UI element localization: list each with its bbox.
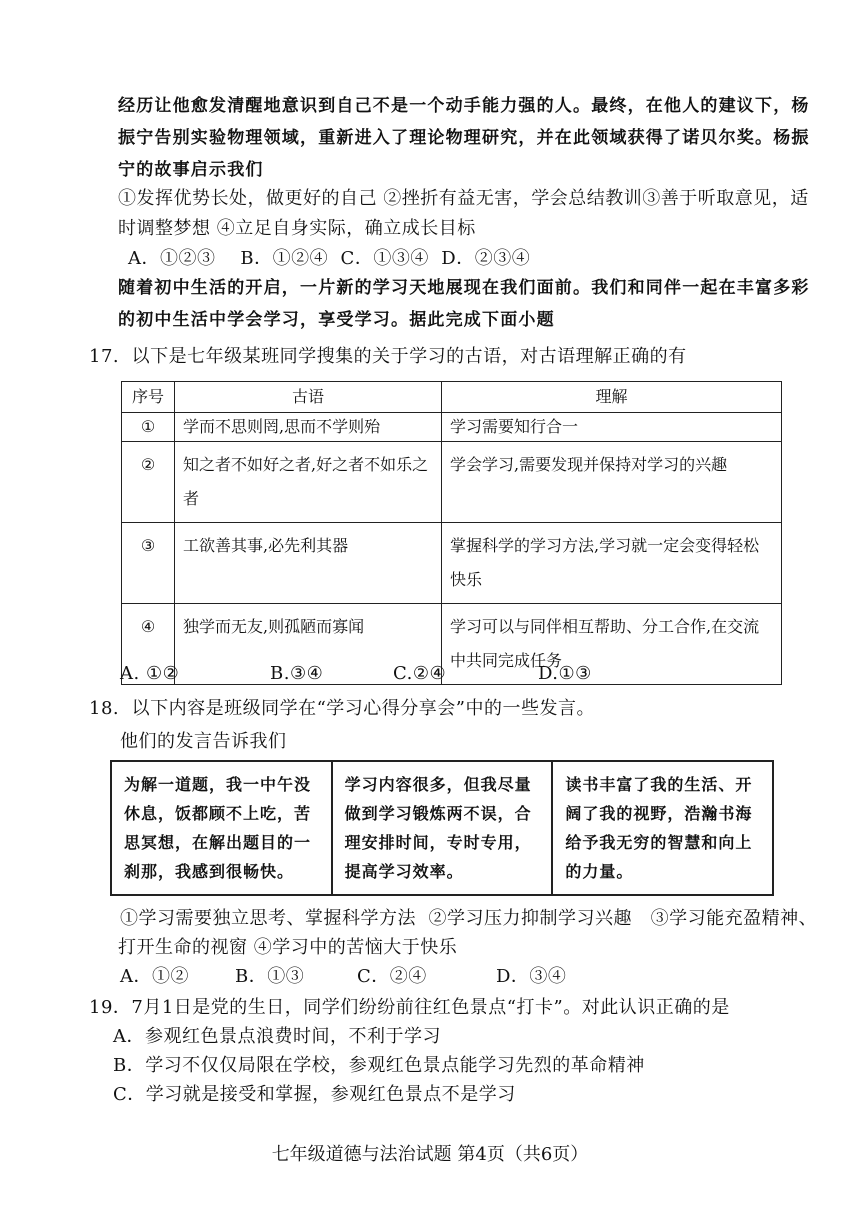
q18-option-a: A．①②	[120, 966, 189, 987]
prev-question-answers: A．①②③ B．①②④ C．①③④ D．②③④	[128, 248, 531, 269]
q18-quote-box	[110, 760, 774, 896]
header-number: 序号	[122, 382, 175, 413]
page-footer: 七年级道德与法治试题 第4页（共6页）	[271, 1144, 589, 1165]
row-number: ②	[122, 442, 175, 523]
row-saying: 独学而无友,则孤陋而寡闻	[175, 604, 442, 685]
table-row	[122, 413, 782, 442]
row-number: ①	[122, 413, 175, 442]
q17-option-c: C.②④	[393, 663, 447, 684]
q19-option-a: A．参观红色景点浪费时间，不利于学习	[113, 1026, 441, 1047]
intro-line-2: 的初中生活中学会学习，享受学习。据此完成下面小题	[118, 310, 555, 330]
intro-line-1: 随着初中生活的开启，一片新的学习天地展现在我们面前。我们和同伴一起在丰富多彩	[118, 278, 810, 298]
q19-option-c: C．学习就是接受和掌握，参观红色景点不是学习	[113, 1084, 516, 1105]
q17-table	[121, 381, 782, 685]
quote-cell: 为解一道题，我一中午没休息，饭都顾不上吃，苦思冥想，在解出题目的一刹那，我感到很畅快。	[124, 775, 312, 881]
quote-cell: 学习内容很多，但我尽量做到学习锻炼两不误，合理安排时间，专时专用，提高学习效率。	[331, 762, 552, 894]
q18-stem: 18. 以下内容是班级同学在“学习心得分享会”中的一些发言。	[89, 698, 595, 719]
table-row	[122, 442, 782, 523]
q18-options-2: 打开生命的视窗 ④学习中的苦恼大于快乐	[118, 937, 458, 958]
row-meaning: 学习需要知行合一	[442, 413, 782, 442]
q18-option-b: B．①③	[235, 966, 305, 987]
table-row	[122, 523, 782, 604]
q18-options-1: ①学习需要独立思考、掌握科学方法 ②学习压力抑制学习兴趣 ③学习能充盈精神、	[120, 908, 818, 929]
table-row	[122, 604, 782, 685]
row-number: ④	[122, 604, 175, 685]
q17-option-d: D.①③	[538, 663, 592, 684]
row-saying: 学而不思则罔,思而不学则殆	[175, 413, 442, 442]
q18-subprompt: 他们的发言告诉我们	[120, 731, 287, 752]
prev-question-line-2: 振宁告别实验物理领域，重新进入了理论物理研究，并在此领域获得了诺贝尔奖。杨振	[118, 128, 810, 148]
q19-option-b: B．学习不仅仅局限在学校，参观红色景点能学习先烈的革命精神	[113, 1055, 645, 1076]
header-saying: 古语	[175, 382, 442, 413]
quote-cell: 读书丰富了我的生活、开阔了我的视野，浩瀚书海给予我无穷的智慧和向上的力量。	[551, 762, 772, 894]
row-meaning: 学会学习,需要发现并保持对学习的兴趣	[442, 442, 782, 523]
prev-question-line-1: 经历让他愈发清醒地意识到自己不是一个动手能力强的人。最终，在他人的建议下，杨	[118, 96, 810, 116]
q18-option-c: C．②④	[357, 966, 427, 987]
row-saying: 知之者不如好之者,好之者不如乐之者	[175, 442, 442, 523]
q19-stem: 19．7月1日是党的生日，同学们纷纷前往红色景点“打卡”。对此认识正确的是	[89, 997, 730, 1018]
prev-question-options-2: 时调整梦想 ④立足自身实际，确立成长目标	[118, 218, 476, 239]
table-header-row	[122, 382, 782, 413]
row-number: ③	[122, 523, 175, 604]
prev-question-line-3: 宁的故事启示我们	[118, 160, 264, 180]
row-meaning: 掌握科学的学习方法,学习就一定会变得轻松快乐	[442, 523, 782, 604]
row-saying: 工欲善其事,必先利其器	[175, 523, 442, 604]
header-meaning: 理解	[442, 382, 782, 413]
q17-stem: 17. 以下是七年级某班同学搜集的关于学习的古语，对古语理解正确的有	[89, 346, 687, 367]
q17-option-a: A. ①②	[120, 663, 180, 684]
q18-option-d: D．③④	[496, 966, 567, 987]
prev-question-options-1: ①发挥优势长处，做更好的自己 ②挫折有益无害，学会总结教训③善于听取意见，适	[118, 188, 809, 209]
q17-option-b: B.③④	[270, 663, 324, 684]
row-meaning: 学习可以与同伴相互帮助、分工合作,在交流中共同完成任务	[442, 604, 782, 685]
